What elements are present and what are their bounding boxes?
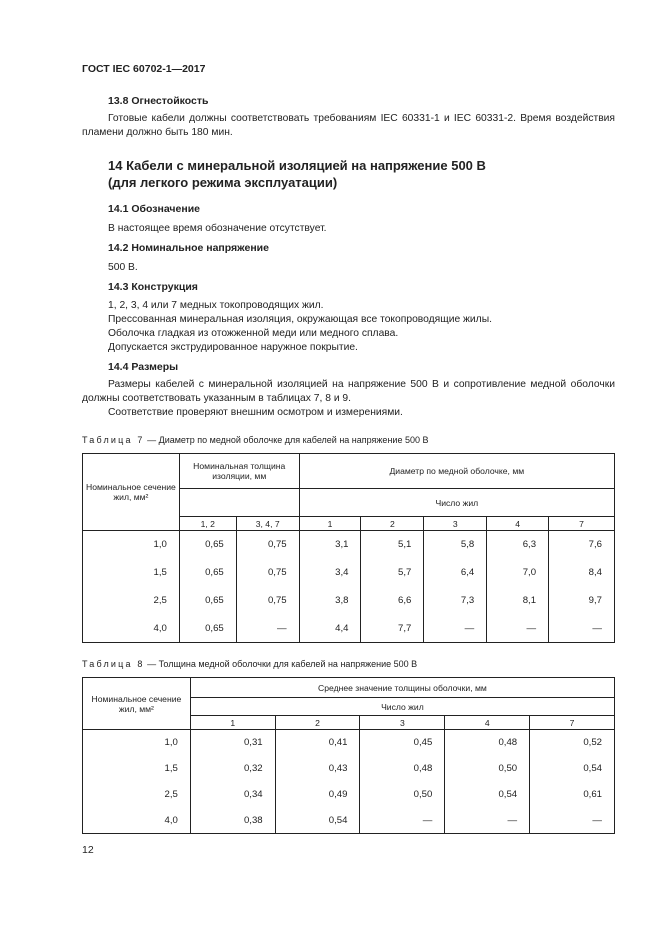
table7	[82, 453, 615, 643]
table8-cell: 0,31	[190, 730, 275, 756]
table7-cell: 0,75	[236, 559, 299, 587]
table8-cell: 1,0	[83, 730, 191, 756]
section-14-4-text2: Соответствие проверяют внешним осмотром и измерениями.	[108, 407, 403, 418]
table8-cell: 0,48	[360, 756, 445, 782]
section-14-3-line: Прессованная минеральная изоляция, окружающая все токопроводящие жилы.	[108, 314, 492, 325]
section-14-4-title: 14.4 Размеры	[108, 361, 179, 373]
table8-cell: 0,54	[530, 756, 615, 782]
table7-cell: 3,4	[299, 559, 361, 587]
table7-caption	[82, 435, 428, 445]
table7-subheader: 1, 2	[179, 517, 236, 531]
table7-header-empty	[179, 489, 299, 517]
table7-cell: 9,7	[549, 587, 615, 615]
table7-cell: 0,65	[179, 531, 236, 559]
table7-cell: 5,7	[361, 559, 424, 587]
table7-cell: 6,4	[424, 559, 487, 587]
table-row	[83, 730, 615, 756]
section-14-1-title: 14.1 Обозначение	[108, 203, 200, 215]
table7-cell: 6,3	[487, 531, 549, 559]
table7-header-diameter: Диаметр по медной оболочке, мм	[299, 454, 614, 489]
section-14-2-text: 500 В.	[108, 262, 138, 273]
table7-cell: —	[236, 615, 299, 643]
table8	[82, 677, 615, 834]
section-13-8-title: 13.8 Огнестойкость	[108, 95, 209, 107]
table7-subheader: 3, 4, 7	[236, 517, 299, 531]
table-row	[83, 756, 615, 782]
table8-cell: 0,41	[275, 730, 360, 756]
table8-cell: 0,54	[275, 808, 360, 834]
table7-header-section: Номинальное сечение жил, мм²	[83, 454, 180, 531]
table8-cell: 0,50	[445, 756, 530, 782]
table7-cell: 0,65	[179, 587, 236, 615]
table8-header-thickness: Среднее значение толщины оболочки, мм	[190, 678, 614, 698]
table7-subheader: 1	[299, 517, 361, 531]
table7-cell: 0,75	[236, 587, 299, 615]
table7-caption-prefix: Таблица 7	[82, 435, 145, 445]
table7-cell: 4,0	[83, 615, 180, 643]
section-14-1-text: В настоящее время обозначение отсутствует.	[108, 223, 327, 234]
table7-cell: —	[424, 615, 487, 643]
table7-cell: 7,7	[361, 615, 424, 643]
table7-cell: 0,65	[179, 615, 236, 643]
table7-header-cores: Число жил	[299, 489, 614, 517]
section-14-3-line: Оболочка гладкая из отожженной меди или медного сплава.	[108, 328, 399, 339]
section-14-title	[108, 157, 608, 191]
table7-cell: 8,1	[487, 587, 549, 615]
table8-caption	[82, 659, 417, 669]
table7-cell: 7,0	[487, 559, 549, 587]
section-14-4-text: Размеры кабелей с минеральной изоляцией на напряжение 500 В и сопротивление медной оболочки должны соответствовать указанным в таблицах 7, 8 и 9.	[82, 379, 615, 404]
table8-cell: 0,49	[275, 782, 360, 808]
table8-subheader: 4	[445, 716, 530, 730]
table-row	[83, 531, 615, 559]
section-14-title-line1: 14 Кабели с минеральной изоляцией на напряжение 500 В	[108, 158, 486, 173]
table7-cell: 3,1	[299, 531, 361, 559]
table-row	[83, 808, 615, 834]
table8-cell: 4,0	[83, 808, 191, 834]
table-row	[83, 559, 615, 587]
table8-header-section: Номинальное сечение жил, мм²	[83, 678, 191, 730]
table7-subheader: 2	[361, 517, 424, 531]
table-row	[83, 587, 615, 615]
table8-subheader: 1	[190, 716, 275, 730]
table7-cell: 4,4	[299, 615, 361, 643]
table8-cell: —	[360, 808, 445, 834]
table7-cell: 1,5	[83, 559, 180, 587]
table8-cell: 0,32	[190, 756, 275, 782]
table7-cell: 5,1	[361, 531, 424, 559]
table8-caption-prefix: Таблица 8	[82, 659, 145, 669]
table7-subheader: 3	[424, 517, 487, 531]
section-14-3-title: 14.3 Конструкция	[108, 281, 198, 293]
table8-caption-text: — Толщина медной оболочки для кабелей на напряжение 500 В	[144, 659, 418, 669]
section-13-8-text: Готовые кабели должны соответствовать требованиям IEC 60331-1 и IEC 60331-2. Время воздействия пламени должно быть 180 мин.	[82, 113, 615, 138]
section-14-3-line: 1, 2, 3, 4 или 7 медных токопроводящих жил.	[108, 300, 324, 311]
table7-subheader: 4	[487, 517, 549, 531]
table8-cell: 0,43	[275, 756, 360, 782]
table7-cell: 1,0	[83, 531, 180, 559]
table8-subheader: 3	[360, 716, 445, 730]
table7-cell: 2,5	[83, 587, 180, 615]
table7-cell: —	[549, 615, 615, 643]
table7-cell: 0,75	[236, 531, 299, 559]
section-14-3-line: Допускается экструдированное наружное покрытие.	[108, 342, 358, 353]
table8-cell: 0,48	[445, 730, 530, 756]
table8-cell: 0,45	[360, 730, 445, 756]
table7-cell: 7,6	[549, 531, 615, 559]
table8-cell: 0,34	[190, 782, 275, 808]
table7-cell: 8,4	[549, 559, 615, 587]
table7-header-insulation: Номинальная толщина изоляции, мм	[179, 454, 299, 489]
table8-cell: —	[445, 808, 530, 834]
table7-cell: —	[487, 615, 549, 643]
section-14-title-line2: (для легкого режима эксплуатации)	[108, 175, 338, 190]
table7-cell: 3,8	[299, 587, 361, 615]
table7-cell: 7,3	[424, 587, 487, 615]
table8-cell: 1,5	[83, 756, 191, 782]
table7-cell: 6,6	[361, 587, 424, 615]
table8-cell: 0,52	[530, 730, 615, 756]
table8-subheader: 7	[530, 716, 615, 730]
section-14-2-title: 14.2 Номинальное напряжение	[108, 242, 269, 254]
table8-cell: 0,54	[445, 782, 530, 808]
table8-cell: 2,5	[83, 782, 191, 808]
table-row	[83, 615, 615, 643]
table8-cell: 0,50	[360, 782, 445, 808]
table8-cell: 0,38	[190, 808, 275, 834]
table-row	[83, 782, 615, 808]
table7-cell: 0,65	[179, 559, 236, 587]
table7-caption-text: — Диаметр по медной оболочке для кабелей на напряжение 500 В	[144, 435, 429, 445]
table7-cell: 5,8	[424, 531, 487, 559]
table8-cell: 0,61	[530, 782, 615, 808]
table8-subheader: 2	[275, 716, 360, 730]
table7-subheader: 7	[549, 517, 615, 531]
table8-cell: —	[530, 808, 615, 834]
page-number: 12	[82, 844, 94, 856]
document-header: ГОСТ IEC 60702-1—2017	[82, 63, 206, 75]
table8-header-cores: Число жил	[190, 698, 614, 716]
